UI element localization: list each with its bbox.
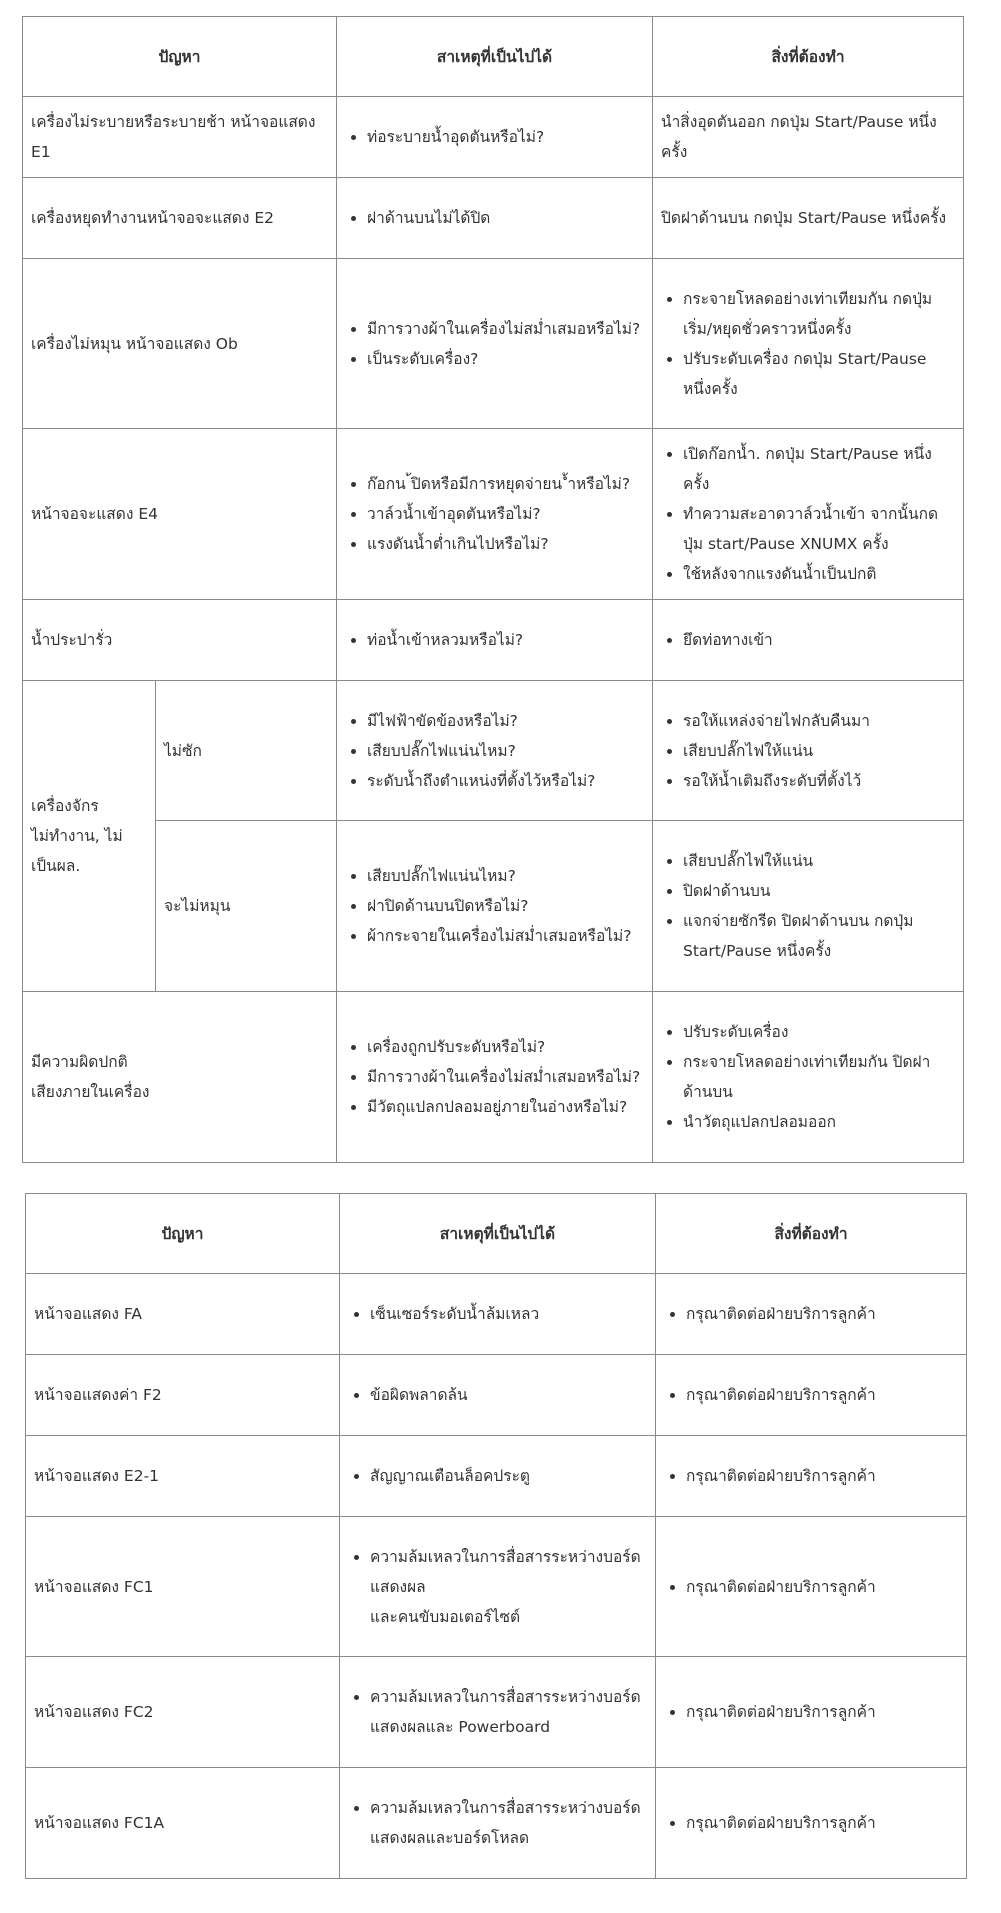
cause-item: • ฝาปิดด้านบนปิดหรือไม่? <box>367 891 644 921</box>
actions-cell <box>656 1274 967 1355</box>
action-item: • กรุณาติดต่อฝ่ายบริการลูกค้า <box>686 1461 958 1491</box>
action-item: • กรุณาติดต่อฝ่ายบริการลูกค้า <box>686 1380 958 1410</box>
action-item: • แจกจ่ายซักรีด ปิดฝาด้านบน กดปุ่ม Start/Pause หนึ่งครั้ง <box>683 906 955 966</box>
action-item: • ใช้หลังจากแรงดันน้ำเป็นปกติ <box>683 559 955 589</box>
table-row <box>26 1274 967 1355</box>
table-row <box>23 992 964 1163</box>
header-causes: สาเหตุที่เป็นไปได้ <box>340 1194 656 1274</box>
action-item: • นำวัตถุแปลกปลอมออก <box>683 1107 955 1137</box>
actions-cell <box>653 259 964 429</box>
table-row <box>23 97 964 178</box>
problem-cell: มีความผิดปกติ เสียงภายในเครื่อง <box>23 992 337 1163</box>
problem-cell: เครื่องไม่หมุน หน้าจอแสดง Ob <box>23 259 337 429</box>
table-row <box>23 821 964 992</box>
cause-item: • สัญญาณเตือนล็อคประตู <box>370 1461 647 1491</box>
actions-cell <box>656 1517 967 1657</box>
action-item: • ปรับระดับเครื่อง <box>683 1017 955 1047</box>
actions-cell <box>656 1657 967 1768</box>
table-header-row <box>23 17 964 97</box>
table-row <box>23 600 964 681</box>
problem-cell: หน้าจอแสดง FC2 <box>26 1657 340 1768</box>
problem-cell: หน้าจอแสดง E2-1 <box>26 1436 340 1517</box>
cause-item: • เสียบปลั๊กไฟแน่นไหม? <box>367 861 644 891</box>
cause-item: • วาล์วน้ำเข้าอุดตันหรือไม่? <box>367 499 644 529</box>
problem-cell: เครื่องหยุดทำงานหน้าจอจะแสดง E2 <box>23 178 337 259</box>
action-item: • รอให้น้ำเติมถึงระดับที่ตั้งไว้ <box>683 766 955 796</box>
causes-cell <box>340 1768 656 1879</box>
cause-item: • ความล้มเหลวในการสื่อสารระหว่างบอร์ดแสดงผลและบอร์ดโหลด <box>370 1793 647 1853</box>
actions-cell: นำสิ่งอุดตันออก กดปุ่ม Start/Pause หนึ่งครั้ง <box>653 97 964 178</box>
actions-cell <box>656 1436 967 1517</box>
sub-problem-cell: จะไม่หมุน <box>156 821 337 992</box>
problem-cell: หน้าจอแสดง FC1A <box>26 1768 340 1879</box>
problem-cell: หน้าจอแสดงค่า F2 <box>26 1355 340 1436</box>
table-row <box>23 429 964 600</box>
causes-cell <box>337 992 653 1163</box>
cause-item: • มีการวางผ้าในเครื่องไม่สม่ำเสมอหรือไม่? <box>367 314 644 344</box>
action-item: • กรุณาติดต่อฝ่ายบริการลูกค้า <box>686 1808 958 1838</box>
action-item: • กรุณาติดต่อฝ่ายบริการลูกค้า <box>686 1299 958 1329</box>
action-item: • ปิดฝาด้านบน <box>683 876 955 906</box>
causes-cell <box>337 681 653 821</box>
cause-item: • มีไฟฟ้าขัดข้องหรือไม่? <box>367 706 644 736</box>
action-item: • กรุณาติดต่อฝ่ายบริการลูกค้า <box>686 1697 958 1727</box>
header-problem: ปัญหา <box>26 1194 340 1274</box>
action-item: • กรุณาติดต่อฝ่ายบริการลูกค้า <box>686 1572 958 1602</box>
table-row <box>26 1657 967 1768</box>
causes-cell <box>337 178 653 259</box>
causes-cell <box>337 97 653 178</box>
header-actions: สิ่งที่ต้องทำ <box>653 17 964 97</box>
causes-cell <box>337 821 653 992</box>
cause-item: • ก๊อกน ้ปิดหรือมีการหยุดจ่ายน ้ำหรือไม่? <box>367 469 644 499</box>
table-row <box>26 1768 967 1879</box>
action-item: • รอให้แหล่งจ่ายไฟกลับคืนมา <box>683 706 955 736</box>
actions-cell <box>656 1768 967 1879</box>
cause-item: • เสียบปลั๊กไฟแน่นไหม? <box>367 736 644 766</box>
table-row <box>23 259 964 429</box>
action-item: • ยึดท่อทางเข้า <box>683 625 955 655</box>
sub-problem-cell: ไม่ซัก <box>156 681 337 821</box>
problem-cell: เครื่องไม่ระบายหรือระบายช้า หน้าจอแสดง E1 <box>23 97 337 178</box>
problem-cell: น้ำประปารั่ว <box>23 600 337 681</box>
cause-item: • ผ้ากระจายในเครื่องไม่สม่ำเสมอหรือไม่? <box>367 921 644 951</box>
cause-item: • ท่อระบายน้ำอุดตันหรือไม่? <box>367 122 644 152</box>
cause-item: • ฝาด้านบนไม่ได้ปิด <box>367 203 644 233</box>
header-actions: สิ่งที่ต้องทำ <box>656 1194 967 1274</box>
cause-item: • ข้อผิดพลาดล้น <box>370 1380 647 1410</box>
table-header-row <box>26 1194 967 1274</box>
troubleshooting-table-2 <box>25 1193 967 1879</box>
action-item: • เสียบปลั๊กไฟให้แน่น <box>683 846 955 876</box>
header-causes: สาเหตุที่เป็นไปได้ <box>337 17 653 97</box>
causes-cell <box>337 259 653 429</box>
cause-item: • แรงดันน้ำต่ำเกินไปหรือไม่? <box>367 529 644 559</box>
actions-cell <box>653 600 964 681</box>
table-row <box>23 178 964 259</box>
action-item: • กระจายโหลดอย่างเท่าเทียมกัน กดปุ่มเริ่ม/หยุดชั่วคราวหนึ่งครั้ง <box>683 284 955 344</box>
causes-cell <box>340 1517 656 1657</box>
action-item: • เสียบปลั๊กไฟให้แน่น <box>683 736 955 766</box>
cause-item: • เป็นระดับเครื่อง? <box>367 344 644 374</box>
cause-item: • มีวัตถุแปลกปลอมอยู่ภายในอ่างหรือไม่? <box>367 1092 644 1122</box>
table-row <box>23 681 964 821</box>
cause-item: • ความล้มเหลวในการสื่อสารระหว่างบอร์ดแสดงผล และคนขับมอเตอร์ไซต์ <box>370 1542 647 1632</box>
causes-cell <box>340 1274 656 1355</box>
actions-cell <box>653 429 964 600</box>
cause-item: • ระดับน้ำถึงตำแหน่งที่ตั้งไว้หรือไม่? <box>367 766 644 796</box>
cause-item: • เครื่องถูกปรับระดับหรือไม่? <box>367 1032 644 1062</box>
table-row <box>26 1355 967 1436</box>
problem-group-cell: เครื่องจักร ไม่ทำงาน, ไม่เป็นผล. <box>23 681 156 992</box>
header-problem: ปัญหา <box>23 17 337 97</box>
cause-item: • ท่อน้ำเข้าหลวมหรือไม่? <box>367 625 644 655</box>
problem-cell: หน้าจอจะแสดง E4 <box>23 429 337 600</box>
actions-cell <box>653 821 964 992</box>
cause-item: • เซ็นเซอร์ระดับน้ำล้มเหลว <box>370 1299 647 1329</box>
causes-cell <box>340 1657 656 1768</box>
problem-cell: หน้าจอแสดง FC1 <box>26 1517 340 1657</box>
cause-item: • ความล้มเหลวในการสื่อสารระหว่างบอร์ดแสดงผลและ Powerboard <box>370 1682 647 1742</box>
table-row <box>26 1436 967 1517</box>
action-item: • ทำความสะอาดวาล์วน้ำเข้า จากนั้นกดปุ่ม start/Pause XNUMX ครั้ง <box>683 499 955 559</box>
action-item: • กระจายโหลดอย่างเท่าเทียมกัน ปิดฝาด้านบน <box>683 1047 955 1107</box>
action-item: • เปิดก๊อกน้ำ. กดปุ่ม Start/Pause หนึ่งครั้ง <box>683 439 955 499</box>
actions-cell <box>653 681 964 821</box>
causes-cell <box>340 1436 656 1517</box>
actions-cell: ปิดฝาด้านบน กดปุ่ม Start/Pause หนึ่งครั้ง <box>653 178 964 259</box>
troubleshooting-table-1 <box>22 16 964 1163</box>
problem-cell: หน้าจอแสดง FA <box>26 1274 340 1355</box>
causes-cell <box>337 600 653 681</box>
action-item: • ปรับระดับเครื่อง กดปุ่ม Start/Pause หนึ่งครั้ง <box>683 344 955 404</box>
causes-cell <box>337 429 653 600</box>
causes-cell <box>340 1355 656 1436</box>
table-row <box>26 1517 967 1657</box>
cause-item: • มีการวางผ้าในเครื่องไม่สม่ำเสมอหรือไม่? <box>367 1062 644 1092</box>
actions-cell <box>656 1355 967 1436</box>
actions-cell <box>653 992 964 1163</box>
